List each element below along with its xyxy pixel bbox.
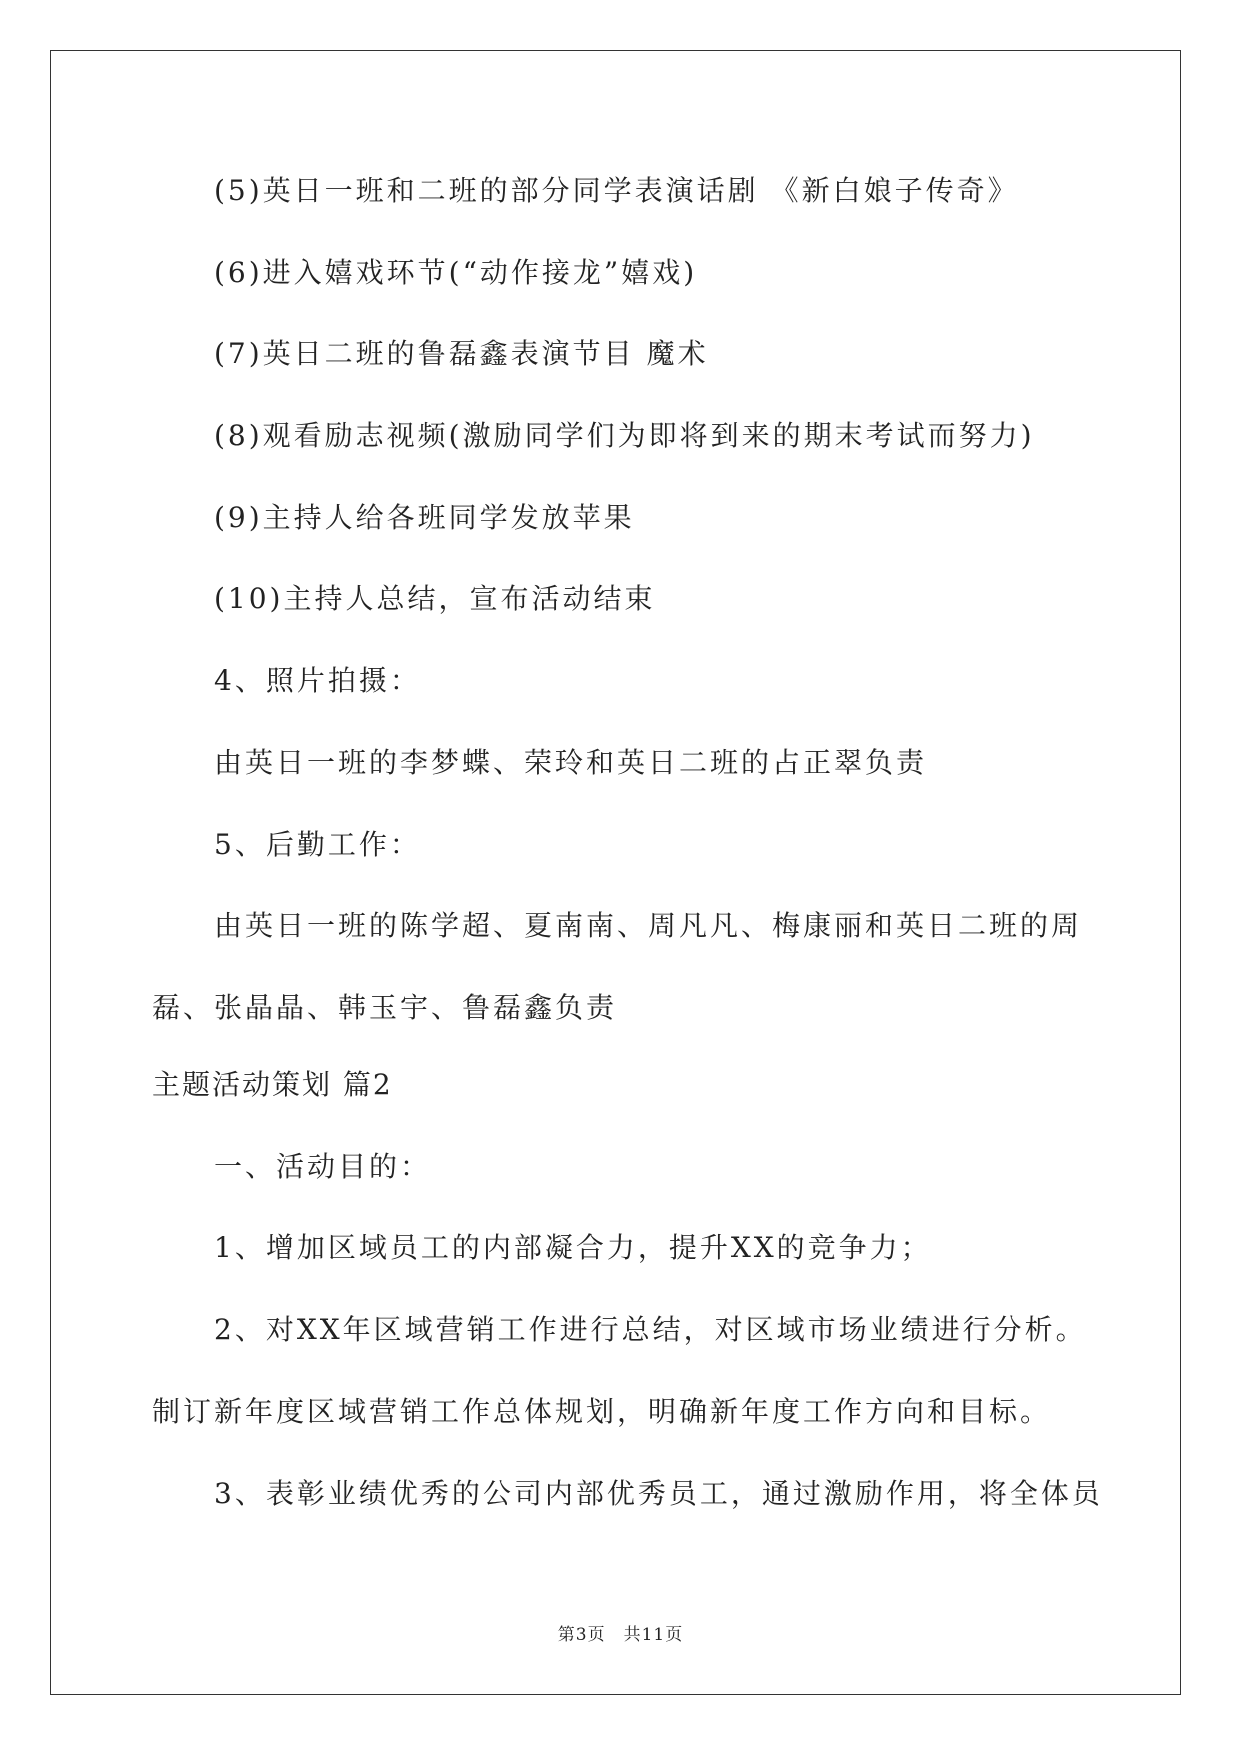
text-line: 5、后勤工作： bbox=[214, 828, 421, 861]
page-number-footer: 第3页 共11页 bbox=[557, 1625, 684, 1645]
text-line: (9)主持人给各班同学发放苹果 bbox=[214, 501, 635, 534]
text-line: 4、照片拍摄： bbox=[214, 664, 421, 697]
text-line: (7)英日二班的鲁磊鑫表演节目 魔术 bbox=[214, 337, 709, 370]
text-line: 1、增加区域员工的内部凝合力，提升XX的竞争力； bbox=[214, 1231, 932, 1264]
text-line: (8)观看励志视频(激励同学们为即将到来的期末考试而努力) bbox=[214, 419, 1035, 452]
text-line: 制订新年度区域营销工作总体规划，明确新年度工作方向和目标。 bbox=[152, 1395, 1052, 1428]
text-line: 2、对XX年区域营销工作进行总结，对区域市场业绩进行分析。 bbox=[214, 1313, 1087, 1346]
text-line: 由英日一班的陈学超、夏南南、周凡凡、梅康丽和英日二班的周 bbox=[214, 909, 1083, 942]
text-line: 一、活动目的： bbox=[214, 1150, 432, 1183]
text-line: 磊、张晶晶、韩玉宇、鲁磊鑫负责 bbox=[152, 991, 618, 1024]
text-line: 由英日一班的李梦蝶、荣玲和英日二班的占正翠负责 bbox=[214, 746, 928, 779]
text-line: (5)英日一班和二班的部分同学表演话剧 《新白娘子传奇》 bbox=[214, 174, 1019, 207]
section-heading: 主题活动策划 篇2 bbox=[152, 1068, 393, 1101]
text-line: 3、表彰业绩优秀的公司内部优秀员工，通过激励作用，将全体员 bbox=[214, 1477, 1103, 1510]
text-line: (10)主持人总结，宣布活动结束 bbox=[214, 582, 656, 615]
text-line: (6)进入嬉戏环节(“动作接龙”嬉戏) bbox=[214, 256, 698, 289]
page-border bbox=[50, 50, 1181, 1695]
